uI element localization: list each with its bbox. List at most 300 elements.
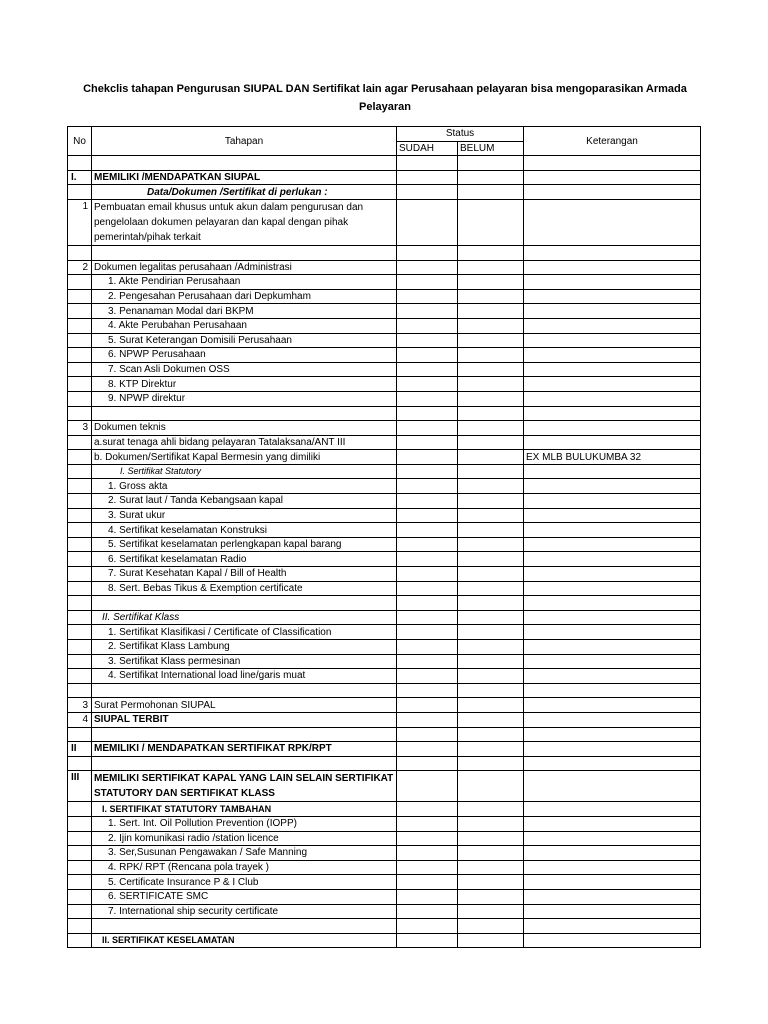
table-row: [68, 581, 701, 596]
row-keterangan: [524, 625, 701, 640]
row-no: [68, 683, 92, 698]
row-tahapan: 7. Surat Kesehatan Kapal / Bill of Health: [92, 567, 397, 582]
table-row: [68, 712, 701, 727]
row-keterangan: [524, 304, 701, 319]
table-row: [68, 771, 701, 802]
table-row: [68, 435, 701, 450]
row-belum-cell[interactable]: [458, 919, 524, 934]
row-keterangan: [524, 581, 701, 596]
table-row: [68, 727, 701, 742]
row-no: [68, 625, 92, 640]
row-sudah-cell[interactable]: [397, 479, 458, 494]
row-belum-cell[interactable]: [458, 362, 524, 377]
row-keterangan: [524, 860, 701, 875]
row-no: [68, 508, 92, 523]
row-tahapan: 4. Sertifikat International load line/garis muat: [92, 669, 397, 684]
row-keterangan: EX MLB BULUKUMBA 32: [524, 450, 701, 465]
row-keterangan: [524, 377, 701, 392]
row-sudah-cell[interactable]: [397, 742, 458, 757]
row-sudah-cell[interactable]: [397, 610, 458, 625]
row-belum-cell[interactable]: [458, 435, 524, 450]
row-keterangan: [524, 464, 701, 479]
row-sudah-cell[interactable]: [397, 889, 458, 904]
header-row: [68, 127, 701, 142]
header-tahapan: Tahapan: [92, 127, 397, 156]
row-sudah-cell[interactable]: [397, 860, 458, 875]
row-no: [68, 933, 92, 948]
table-row: [68, 245, 701, 260]
row-no: 2: [68, 260, 92, 275]
table-row: [68, 199, 701, 245]
row-keterangan: [524, 391, 701, 406]
row-tahapan: b. Dokumen/Sertifikat Kapal Bermesin yang dimiliki: [92, 450, 397, 465]
table-row: [68, 875, 701, 890]
row-tahapan: 6. NPWP Perusahaan: [92, 348, 397, 363]
header-no: No: [68, 127, 92, 156]
row-no: [68, 391, 92, 406]
row-belum-cell[interactable]: [458, 464, 524, 479]
row-sudah-cell[interactable]: [397, 199, 458, 245]
row-no: [68, 904, 92, 919]
header-keterangan: Keterangan: [524, 127, 701, 156]
row-tahapan: MEMILIKI /MENDAPATKAN SIUPAL: [92, 170, 397, 185]
row-tahapan: 4. Akte Perubahan Perusahaan: [92, 318, 397, 333]
table-row: [68, 625, 701, 640]
row-belum-cell[interactable]: [458, 933, 524, 948]
row-keterangan: [524, 523, 701, 538]
row-sudah-cell[interactable]: [397, 683, 458, 698]
row-sudah-cell[interactable]: [397, 698, 458, 713]
row-no: [68, 831, 92, 846]
row-sudah-cell[interactable]: [397, 170, 458, 185]
table-row: [68, 275, 701, 290]
row-no: [68, 860, 92, 875]
row-belum-cell[interactable]: [458, 727, 524, 742]
row-no: [68, 464, 92, 479]
row-no: [68, 919, 92, 934]
row-sudah-cell[interactable]: [397, 406, 458, 421]
row-sudah-cell[interactable]: [397, 289, 458, 304]
row-keterangan: [524, 919, 701, 934]
row-sudah-cell[interactable]: [397, 318, 458, 333]
row-keterangan: [524, 508, 701, 523]
row-belum-cell[interactable]: [458, 289, 524, 304]
table-row: [68, 377, 701, 392]
row-sudah-cell[interactable]: [397, 421, 458, 436]
table-row: [68, 756, 701, 771]
row-tahapan: SIUPAL TERBIT: [92, 712, 397, 727]
row-sudah-cell[interactable]: [397, 596, 458, 611]
table-row: [68, 889, 701, 904]
row-no: [68, 435, 92, 450]
row-no: 4: [68, 712, 92, 727]
row-keterangan: [524, 846, 701, 861]
table-row: [68, 610, 701, 625]
row-no: [68, 581, 92, 596]
row-belum-cell[interactable]: [458, 406, 524, 421]
table-row: [68, 698, 701, 713]
row-sudah-cell[interactable]: [397, 654, 458, 669]
table-row: [68, 348, 701, 363]
row-keterangan: [524, 596, 701, 611]
row-keterangan: [524, 260, 701, 275]
row-no: [68, 640, 92, 655]
row-sudah-cell[interactable]: [397, 275, 458, 290]
row-belum-cell[interactable]: [458, 523, 524, 538]
row-belum-cell[interactable]: [458, 391, 524, 406]
row-tahapan: 1. Akte Pendirian Perusahaan: [92, 275, 397, 290]
row-tahapan: 8. Sert. Bebas Tikus & Exemption certificate: [92, 581, 397, 596]
row-sudah-cell[interactable]: [397, 464, 458, 479]
row-keterangan: [524, 640, 701, 655]
row-keterangan: [524, 889, 701, 904]
row-keterangan: [524, 654, 701, 669]
row-sudah-cell[interactable]: [397, 362, 458, 377]
row-keterangan: [524, 904, 701, 919]
row-keterangan: [524, 875, 701, 890]
row-keterangan: [524, 567, 701, 582]
row-belum-cell[interactable]: [458, 640, 524, 655]
table-row: [68, 391, 701, 406]
row-keterangan: [524, 669, 701, 684]
row-keterangan: [524, 185, 701, 200]
row-no: [68, 318, 92, 333]
row-sudah-cell[interactable]: [397, 831, 458, 846]
table-row: [68, 669, 701, 684]
row-sudah-cell[interactable]: [397, 156, 458, 171]
row-tahapan: 4. RPK/ RPT (Rencana pola trayek ): [92, 860, 397, 875]
row-sudah-cell[interactable]: [397, 523, 458, 538]
row-no: [68, 756, 92, 771]
table-row: [68, 596, 701, 611]
row-sudah-cell[interactable]: [397, 756, 458, 771]
row-no: 1: [68, 199, 92, 245]
row-no: [68, 816, 92, 831]
row-belum-cell[interactable]: [458, 537, 524, 552]
table-row: [68, 185, 701, 200]
row-keterangan: [524, 552, 701, 567]
row-belum-cell[interactable]: [458, 567, 524, 582]
row-keterangan: [524, 289, 701, 304]
row-belum-cell[interactable]: [458, 494, 524, 509]
row-keterangan: [524, 802, 701, 817]
row-belum-cell[interactable]: [458, 333, 524, 348]
row-belum-cell[interactable]: [458, 421, 524, 436]
row-keterangan: [524, 683, 701, 698]
row-belum-cell[interactable]: [458, 610, 524, 625]
row-no: [68, 450, 92, 465]
table-row: [68, 816, 701, 831]
table-row: [68, 904, 701, 919]
table-row: [68, 683, 701, 698]
row-belum-cell[interactable]: [458, 450, 524, 465]
row-sudah-cell[interactable]: [397, 625, 458, 640]
row-belum-cell[interactable]: [458, 875, 524, 890]
row-belum-cell[interactable]: [458, 318, 524, 333]
row-sudah-cell[interactable]: [397, 802, 458, 817]
row-no: [68, 377, 92, 392]
row-sudah-cell[interactable]: [397, 185, 458, 200]
table-row: [68, 421, 701, 436]
row-no: [68, 727, 92, 742]
row-tahapan: 5. Sertifikat keselamatan perlengkapan kapal barang: [92, 537, 397, 552]
row-tahapan: 3. Sertifikat Klass permesinan: [92, 654, 397, 669]
row-keterangan: [524, 933, 701, 948]
row-sudah-cell[interactable]: [397, 508, 458, 523]
table-row: [68, 333, 701, 348]
row-keterangan: [524, 712, 701, 727]
row-tahapan: 1. Sertifikat Klasifikasi / Certificate of Classification: [92, 625, 397, 640]
row-tahapan: 2. Sertifikat Klass Lambung: [92, 640, 397, 655]
row-sudah-cell[interactable]: [397, 494, 458, 509]
row-no: [68, 185, 92, 200]
row-keterangan: [524, 362, 701, 377]
row-tahapan: Dokumen teknis: [92, 421, 397, 436]
row-tahapan: II. SERTIFIKAT KESELAMATAN: [92, 933, 397, 948]
row-belum-cell[interactable]: [458, 698, 524, 713]
row-tahapan: MEMILIKI / MENDAPATKAN SERTIFIKAT RPK/RPT: [92, 742, 397, 757]
row-sudah-cell[interactable]: [397, 933, 458, 948]
table-row: [68, 156, 701, 171]
table-row: [68, 537, 701, 552]
header-sudah: SUDAH: [397, 141, 458, 156]
row-keterangan: [524, 756, 701, 771]
row-keterangan: [524, 742, 701, 757]
row-sudah-cell[interactable]: [397, 727, 458, 742]
row-no: [68, 537, 92, 552]
row-tahapan: Data/Dokumen /Sertifikat di perlukan :: [92, 185, 397, 200]
row-tahapan: 7. Scan Asli Dokumen OSS: [92, 362, 397, 377]
row-sudah-cell[interactable]: [397, 640, 458, 655]
header-status: Status: [397, 127, 524, 142]
row-tahapan: 1. Gross akta: [92, 479, 397, 494]
row-keterangan: [524, 537, 701, 552]
row-sudah-cell[interactable]: [397, 391, 458, 406]
row-tahapan: MEMILIKI SERTIFIKAT KAPAL YANG LAIN SELAIN SERTIFIKAT STATUTORY DAN SERTIFIKAT KLASS: [92, 771, 397, 802]
row-keterangan: [524, 170, 701, 185]
row-keterangan: [524, 771, 701, 802]
row-tahapan: [92, 919, 397, 934]
row-tahapan: 2. Pengesahan Perusahaan dari Depkumham: [92, 289, 397, 304]
row-no: I.: [68, 170, 92, 185]
table-row: [68, 846, 701, 861]
row-keterangan: [524, 816, 701, 831]
table-row: [68, 479, 701, 494]
row-belum-cell[interactable]: [458, 816, 524, 831]
row-tahapan: [92, 683, 397, 698]
row-keterangan: [524, 610, 701, 625]
table-row: [68, 831, 701, 846]
row-belum-cell[interactable]: [458, 348, 524, 363]
row-tahapan: 6. Sertifikat keselamatan Radio: [92, 552, 397, 567]
row-sudah-cell[interactable]: [397, 435, 458, 450]
table-row: [68, 464, 701, 479]
row-no: [68, 156, 92, 171]
row-belum-cell[interactable]: [458, 625, 524, 640]
table-row: [68, 567, 701, 582]
row-no: [68, 523, 92, 538]
row-tahapan: 5. Certificate Insurance P & I Club: [92, 875, 397, 890]
row-no: [68, 245, 92, 260]
row-tahapan: Dokumen legalitas perusahaan /Administrasi: [92, 260, 397, 275]
table-row: [68, 523, 701, 538]
row-belum-cell[interactable]: [458, 669, 524, 684]
row-tahapan: 5. Surat Keterangan Domisili Perusahaan: [92, 333, 397, 348]
row-no: 3: [68, 698, 92, 713]
row-sudah-cell[interactable]: [397, 450, 458, 465]
row-no: III: [68, 771, 92, 802]
row-belum-cell[interactable]: [458, 831, 524, 846]
row-tahapan: [92, 156, 397, 171]
row-belum-cell[interactable]: [458, 846, 524, 861]
row-belum-cell[interactable]: [458, 904, 524, 919]
row-no: [68, 567, 92, 582]
row-tahapan: I. SERTIFIKAT STATUTORY TAMBAHAN: [92, 802, 397, 817]
row-no: [68, 610, 92, 625]
row-belum-cell[interactable]: [458, 712, 524, 727]
row-belum-cell[interactable]: [458, 275, 524, 290]
row-belum-cell[interactable]: [458, 170, 524, 185]
row-keterangan: [524, 245, 701, 260]
row-sudah-cell[interactable]: [397, 260, 458, 275]
row-tahapan: 1. Sert. Int. Oil Pollution Prevention (IOPP): [92, 816, 397, 831]
row-tahapan: [92, 596, 397, 611]
row-sudah-cell[interactable]: [397, 712, 458, 727]
row-keterangan: [524, 199, 701, 245]
table-row: [68, 552, 701, 567]
row-sudah-cell[interactable]: [397, 875, 458, 890]
row-tahapan: I. Sertifikat Statutory: [92, 464, 397, 479]
table-row: [68, 742, 701, 757]
row-belum-cell[interactable]: [458, 185, 524, 200]
row-sudah-cell[interactable]: [397, 846, 458, 861]
row-sudah-cell[interactable]: [397, 348, 458, 363]
row-belum-cell[interactable]: [458, 245, 524, 260]
row-keterangan: [524, 406, 701, 421]
table-row: [68, 304, 701, 319]
row-no: [68, 479, 92, 494]
row-tahapan: a.surat tenaga ahli bidang pelayaran Tatalaksana/ANT III: [92, 435, 397, 450]
row-belum-cell[interactable]: [458, 756, 524, 771]
row-tahapan: 4. Sertifikat keselamatan Konstruksi: [92, 523, 397, 538]
row-tahapan: 2. Surat laut / Tanda Kebangsaan kapal: [92, 494, 397, 509]
table-row: [68, 318, 701, 333]
row-tahapan: 3. Surat ukur: [92, 508, 397, 523]
page-title: Chekclis tahapan Pengurusan SIUPAL DAN Sertifikat lain agar Perusahaan pelayaran bisa mengoparasikan Armada Pelayaran: [83, 83, 687, 113]
row-keterangan: [524, 435, 701, 450]
row-sudah-cell[interactable]: [397, 245, 458, 260]
row-belum-cell[interactable]: [458, 479, 524, 494]
table-row: [68, 860, 701, 875]
row-tahapan: [92, 245, 397, 260]
row-sudah-cell[interactable]: [397, 816, 458, 831]
row-no: II: [68, 742, 92, 757]
row-belum-cell[interactable]: [458, 552, 524, 567]
row-no: [68, 275, 92, 290]
row-tahapan: II. Sertifikat Klass: [92, 610, 397, 625]
row-keterangan: [524, 156, 701, 171]
row-no: [68, 348, 92, 363]
row-belum-cell[interactable]: [458, 199, 524, 245]
row-keterangan: [524, 333, 701, 348]
table-row: [68, 289, 701, 304]
row-sudah-cell[interactable]: [397, 581, 458, 596]
row-sudah-cell[interactable]: [397, 333, 458, 348]
row-keterangan: [524, 318, 701, 333]
row-no: [68, 889, 92, 904]
table-row: [68, 494, 701, 509]
row-sudah-cell[interactable]: [397, 904, 458, 919]
row-sudah-cell[interactable]: [397, 304, 458, 319]
checklist-table: [67, 126, 701, 948]
table-row: [68, 933, 701, 948]
row-keterangan: [524, 698, 701, 713]
row-no: [68, 406, 92, 421]
row-no: [68, 846, 92, 861]
row-sudah-cell[interactable]: [397, 552, 458, 567]
row-belum-cell[interactable]: [458, 508, 524, 523]
row-no: [68, 596, 92, 611]
row-belum-cell[interactable]: [458, 683, 524, 698]
row-sudah-cell[interactable]: [397, 771, 458, 802]
table-row: [68, 919, 701, 934]
row-sudah-cell[interactable]: [397, 537, 458, 552]
row-sudah-cell[interactable]: [397, 377, 458, 392]
table-row: [68, 508, 701, 523]
table-row: [68, 450, 701, 465]
table-row: [68, 802, 701, 817]
row-tahapan: 6. SERTIFICATE SMC: [92, 889, 397, 904]
row-belum-cell[interactable]: [458, 596, 524, 611]
row-keterangan: [524, 727, 701, 742]
row-belum-cell[interactable]: [458, 742, 524, 757]
row-no: [68, 552, 92, 567]
row-keterangan: [524, 348, 701, 363]
row-belum-cell[interactable]: [458, 260, 524, 275]
row-belum-cell[interactable]: [458, 654, 524, 669]
table-row: [68, 406, 701, 421]
row-sudah-cell[interactable]: [397, 669, 458, 684]
row-no: [68, 289, 92, 304]
row-belum-cell[interactable]: [458, 581, 524, 596]
row-no: [68, 362, 92, 377]
row-tahapan: 2. Ijin komunikasi radio /station licence: [92, 831, 397, 846]
row-keterangan: [524, 421, 701, 436]
row-tahapan: Pembuatan email khusus untuk akun dalam pengurusan dan pengelolaan dokumen pelayaran dan kapal dengan pihak pemerintah/pihak terkait: [92, 199, 397, 245]
row-no: [68, 304, 92, 319]
row-belum-cell[interactable]: [458, 156, 524, 171]
row-no: 3: [68, 421, 92, 436]
row-tahapan: [92, 727, 397, 742]
row-sudah-cell[interactable]: [397, 919, 458, 934]
row-belum-cell[interactable]: [458, 889, 524, 904]
row-belum-cell[interactable]: [458, 304, 524, 319]
row-belum-cell[interactable]: [458, 377, 524, 392]
row-belum-cell[interactable]: [458, 771, 524, 802]
row-belum-cell[interactable]: [458, 860, 524, 875]
row-tahapan: 3. Ser,Susunan Pengawakan / Safe Manning: [92, 846, 397, 861]
row-tahapan: 8. KTP Direktur: [92, 377, 397, 392]
row-tahapan: Surat Permohonan SIUPAL: [92, 698, 397, 713]
row-belum-cell[interactable]: [458, 802, 524, 817]
table-row: [68, 640, 701, 655]
row-no: [68, 669, 92, 684]
row-tahapan: [92, 756, 397, 771]
row-no: [68, 875, 92, 890]
row-keterangan: [524, 479, 701, 494]
table-row: [68, 170, 701, 185]
row-sudah-cell[interactable]: [397, 567, 458, 582]
